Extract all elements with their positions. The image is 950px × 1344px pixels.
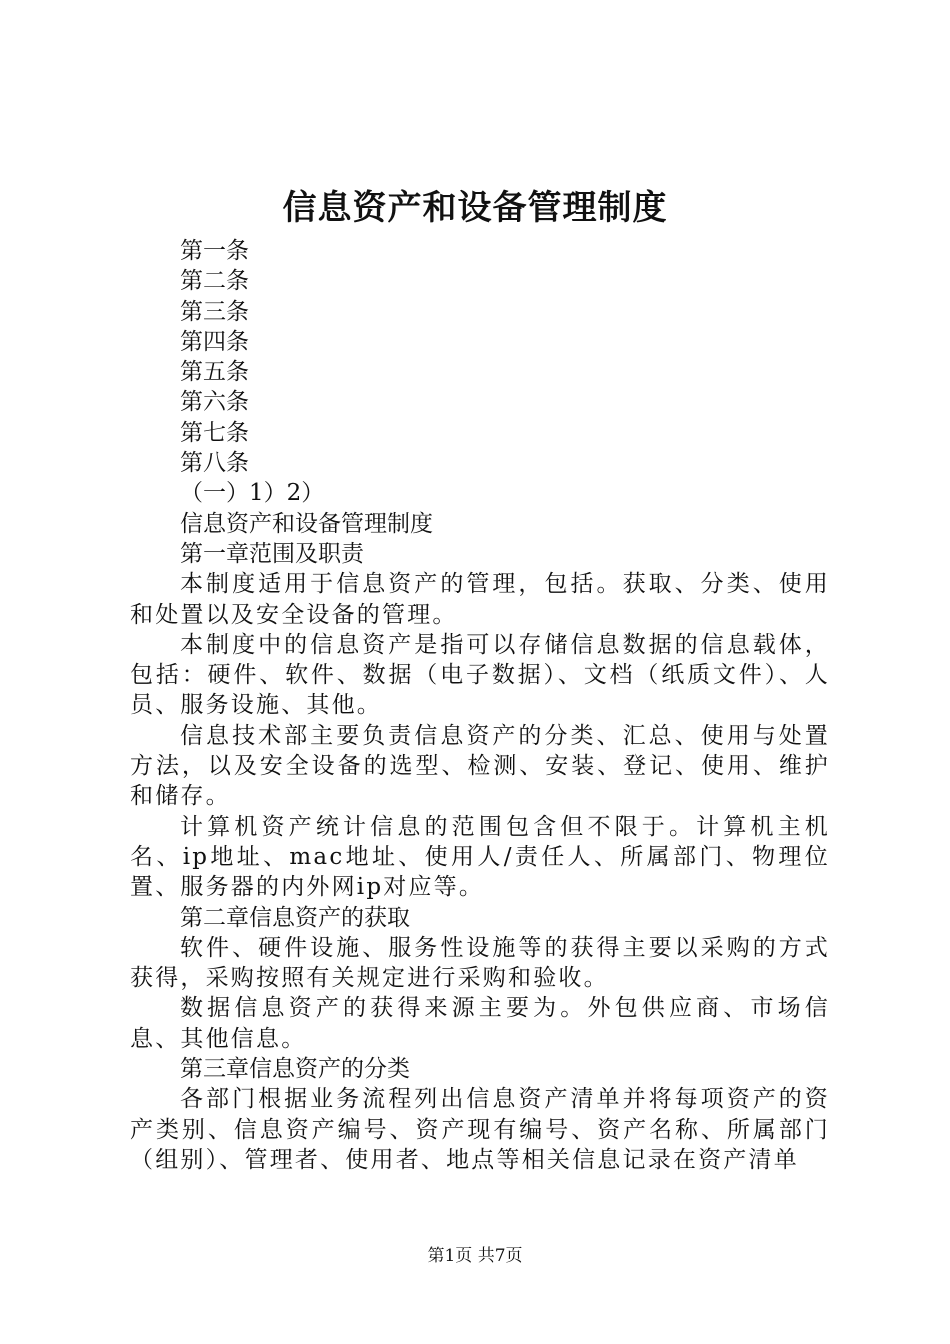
document-subtitle: 信息资产和设备管理制度	[180, 510, 433, 537]
toc-item: 第六条	[180, 389, 249, 416]
chapter-heading: 第二章信息资产的获取	[180, 904, 410, 931]
paragraph: 软件、硬件设施、服务性设施等的获得主要以采购的方式获得，采购按照有关规定进行采购和验收。	[130, 934, 830, 992]
document-title: 信息资产和设备管理制度	[282, 188, 668, 228]
page-footer: 第1页 共7页	[427, 1246, 523, 1266]
toc-item: 第一条	[180, 238, 249, 264]
toc-item: 第三条	[180, 298, 249, 325]
document-body	[130, 236, 830, 1175]
toc-item: 第二条	[180, 268, 249, 295]
chapter-heading: 第一章范围及职责	[180, 540, 364, 567]
toc-item: 第八条	[180, 450, 249, 477]
chapter-heading: 第三章信息资产的分类	[180, 1056, 410, 1083]
paragraph: 信息技术部主要负责信息资产的分类、汇总、使用与处置方法，以及安全设备的选型、检测、安装、登记、使用、维护和储存。	[130, 722, 830, 810]
toc-item: （一）1）2）	[180, 480, 325, 507]
toc-item: 第五条	[180, 359, 249, 386]
paragraph: 计算机资产统计信息的范围包含但不限于。计算机主机名、ip地址、mac地址、使用人/责任人、所属部门、物理位置、服务器的内外网ip对应等。	[130, 813, 830, 901]
paragraph: 本制度适用于信息资产的管理，包括。获取、分类、使用和处置以及安全设备的管理。	[130, 571, 830, 628]
paragraph: 数据信息资产的获得来源主要为。外包供应商、市场信息、其他信息。	[130, 995, 830, 1052]
paragraph: 本制度中的信息资产是指可以存储信息数据的信息载体，包括：硬件、软件、数据（电子数据）、文档（纸质文件）、人员、服务设施、其他。	[130, 631, 830, 719]
paragraph: 各部门根据业务流程列出信息资产清单并将每项资产的资产类别、信息资产编号、资产现有编号、资产名称、所属部门（组别）、管理者、使用者、地点等相关信息记录在资产清单	[130, 1086, 830, 1173]
toc-item: 第七条	[180, 419, 249, 446]
toc-item: 第四条	[180, 328, 249, 355]
